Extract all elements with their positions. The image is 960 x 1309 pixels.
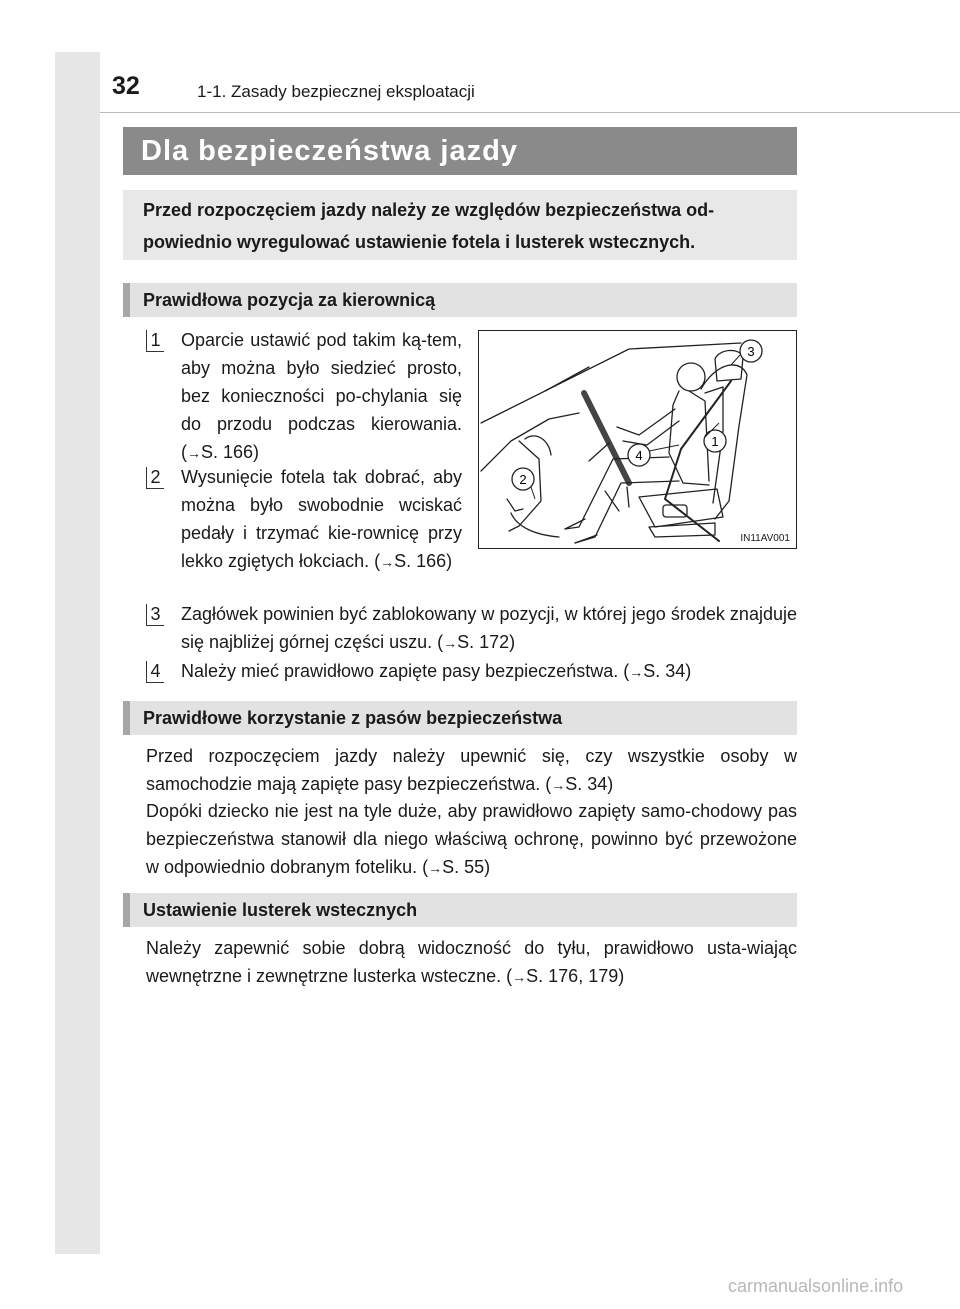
page-number: 32: [112, 72, 140, 100]
arrow-icon: →: [629, 664, 644, 680]
item-number-1: 1: [146, 330, 164, 352]
item-number-4: 4: [146, 661, 164, 683]
figure-id: IN11AV001: [740, 533, 790, 544]
callout-4: 4: [635, 448, 643, 463]
subheading-driving-position: Prawidłowa pozycja za kierownicą: [123, 283, 797, 317]
arrow-icon: →: [512, 969, 527, 985]
seatbelts-p2-ref-link[interactable]: S. 55): [442, 857, 491, 877]
section-title: Dla bezpieczeństwa jazdy: [123, 127, 797, 175]
item-1-body: Oparcie ustawić pod takim ką-tem, aby można było siedzieć prosto, bez konieczności po-chylania się do przodu podczas kierowania. (: [181, 330, 462, 462]
mirrors-p1-body: Należy zapewnić sobie dobrą widoczność do tyłu, prawidłowo usta-wiając wewnętrzne i zewnętrzne lusterka wsteczne. (: [146, 938, 797, 986]
arrow-icon: →: [380, 554, 395, 570]
driver-leg: [565, 457, 669, 529]
roof-line: [481, 343, 741, 423]
seatbelts-p1-ref-link[interactable]: S. 34): [565, 774, 614, 794]
subheading-mirrors: Ustawienie lusterek wstecznych: [123, 893, 797, 927]
steering-wheel: [584, 393, 629, 483]
mirrors-p1-ref-link[interactable]: S. 176, 179): [526, 966, 625, 986]
arrow-icon: →: [428, 860, 443, 876]
mirrors-paragraph: [146, 934, 797, 991]
item-2-body: Wysunięcie fotela tak dobrać, aby można było swobodnie wciskać pedały i trzymać kie-rownicę przy lekko zgiętych łokciach. (: [181, 467, 462, 571]
driver-seat-drawing: [479, 331, 797, 549]
seat-cushion: [639, 489, 723, 527]
driving-position-illustration: [478, 330, 797, 549]
chapter-title: 1-1. Zasady bezpiecznej eksploatacji: [197, 82, 475, 101]
item-text-4: [181, 657, 797, 686]
item-4-ref-link[interactable]: S. 34): [643, 661, 692, 681]
side-tab-strip: [55, 52, 100, 1254]
callout-3: 3: [747, 344, 755, 359]
item-1-ref-link[interactable]: S. 166): [201, 442, 260, 462]
intro-box: Przed rozpoczęciem jazdy należy ze względów bezpieczeństwa od-powiednio wyregulować ustawienie fotela i lusterek wstecznych.: [123, 190, 797, 260]
item-2-ref-link[interactable]: S. 166): [394, 551, 453, 571]
seatbelts-paragraph-2: [146, 797, 797, 882]
callout-2: 2: [519, 472, 527, 487]
arrow-icon: →: [187, 445, 201, 461]
pedal: [507, 499, 523, 511]
arrow-icon: →: [551, 777, 566, 793]
seatbelts-p1-body: Przed rozpoczęciem jazdy należy upewnić się, czy wszystkie osoby w samochodzie mają zapięte pasy bezpieczeństwa. (: [146, 746, 797, 794]
item-number-2: 2: [146, 467, 164, 489]
header-divider: [100, 112, 960, 113]
item-number-3: 3: [146, 604, 164, 626]
item-text-3: [181, 600, 797, 657]
arrow-icon: →: [443, 635, 458, 651]
callout-1: 1: [711, 434, 719, 449]
item-text-2: [181, 463, 462, 576]
driver-head: [677, 363, 705, 391]
item-text-1: [181, 326, 462, 467]
seatbelts-p2-body: Dopóki dziecko nie jest na tyle duże, aby prawidłowo zapięty samo-chodowy pas bezpieczeństwa stanowił dla niego właściwą ochronę, powinno być przewożone w odpowiednio dobranym foteliku. (: [146, 801, 797, 877]
watermark[interactable]: carmanualsonline.info: [728, 1276, 904, 1296]
item-3-ref-link[interactable]: S. 172): [457, 632, 516, 652]
seatbelts-paragraph-1: [146, 742, 797, 799]
subheading-seatbelts: Prawidłowe korzystanie z pasów bezpieczeństwa: [123, 701, 797, 735]
item-4-body: Należy mieć prawidłowo zapięte pasy bezpieczeństwa. (: [181, 661, 630, 681]
dashboard: [481, 413, 579, 471]
item-3-body: Zagłówek powinien być zablokowany w pozycji, w której jego środek znajduje się najbliżej górnej części uszu. (: [181, 604, 797, 652]
